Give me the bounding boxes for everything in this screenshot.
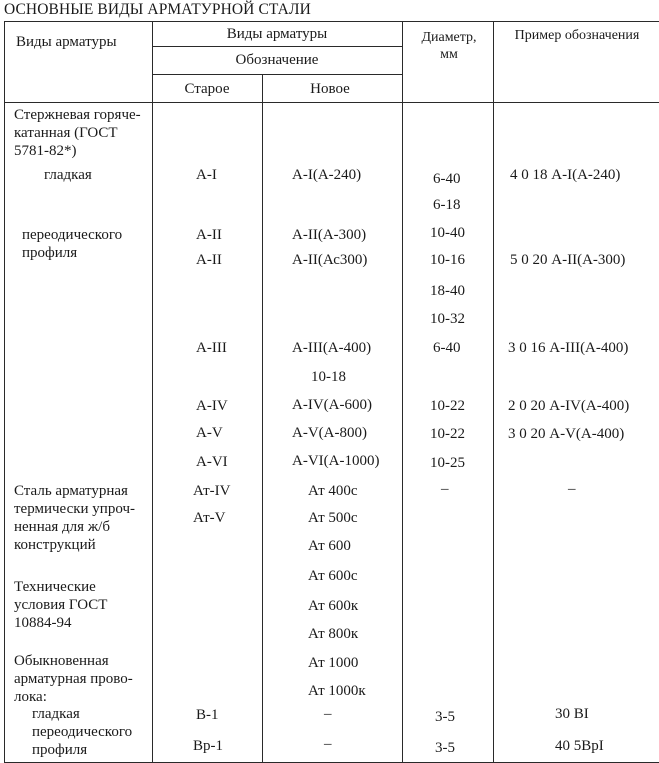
new-a3: А-III(А-400) xyxy=(292,340,372,356)
header-diameter: Диаметр, мм xyxy=(421,30,477,62)
example-a4: 2 0 20 А-IV(А-400) xyxy=(508,398,630,414)
new-dash-bp1: – xyxy=(324,736,332,752)
type-smooth: гладкая xyxy=(44,167,92,183)
page-title: ОСНОВНЫЕ ВИДЫ АРМАТУРНОЙ СТАЛИ xyxy=(4,1,311,18)
diameter-a4: 10-22 xyxy=(430,398,465,414)
example-a5: 3 0 20 А-V(А-400) xyxy=(508,426,625,442)
new-dash-b1: – xyxy=(324,706,332,722)
type-wire-periodic: переодического профиля xyxy=(32,724,133,758)
diameter-a2: 10-40 xyxy=(430,225,465,241)
example-a2: 5 0 20 А-II(А-300) xyxy=(510,252,626,268)
diameter-a3: 6-40 xyxy=(433,340,461,356)
type-hot-rolled-bar: Стержневая горяче- катанная (ГОСТ 5781-82*) xyxy=(14,107,141,159)
header-designation: Обозначение xyxy=(235,52,319,68)
old-a2: А-II xyxy=(196,227,222,243)
col-divider-3 xyxy=(402,21,403,763)
old-a6: А-VI xyxy=(196,454,228,470)
old-at5: Ат-V xyxy=(193,510,226,526)
header-bottom-border xyxy=(4,102,659,103)
new-at800k: Ат 800к xyxy=(308,626,359,642)
new-a5: А-V(А-800) xyxy=(292,425,367,441)
old-a1: А-I xyxy=(196,167,217,183)
header-old: Старое xyxy=(184,81,230,97)
type-heat-treated-steel: Сталь арматурная термически упроч- ненная для ж/б конструкций xyxy=(14,483,135,553)
new-a2-ac: А-II(Ас300) xyxy=(292,252,368,268)
example-bp1: 40 5ВрI xyxy=(555,738,604,754)
new-a6: А-VI(А-1000) xyxy=(292,453,380,469)
new-a2: А-II(А-300) xyxy=(292,227,367,243)
header-group-types: Виды арматуры xyxy=(226,26,328,42)
new-at1000: Ат 1000 xyxy=(308,655,359,671)
new-a4: А-IV(А-600) xyxy=(292,397,372,413)
header-new: Новое xyxy=(310,81,350,97)
diameter-bp1: 3-5 xyxy=(435,740,455,756)
table-top-border xyxy=(4,21,659,22)
old-a2-b: А-II xyxy=(196,252,222,268)
example-a1: 4 0 18 А-I(А-240) xyxy=(510,167,621,183)
group-header-divider xyxy=(152,46,402,47)
old-bp1: Вр-1 xyxy=(193,738,223,754)
old-a3: А-III xyxy=(196,340,227,356)
new-at600: Ат 600 xyxy=(308,538,351,554)
col-divider-4 xyxy=(493,21,494,763)
new-10-18: 10-18 xyxy=(311,369,346,385)
designation-divider xyxy=(152,74,402,75)
diameter-a6: 10-25 xyxy=(430,455,465,471)
type-ordinary-wire: Обыкновенная арматурная прово- лока: xyxy=(14,653,133,705)
new-a1: А-I(А-240) xyxy=(292,167,362,183)
diameter-a2-b: 10-16 xyxy=(430,252,465,268)
old-a4: А-IV xyxy=(196,398,228,414)
type-periodic-profile: переодического профиля xyxy=(22,227,123,261)
type-tech-conditions: Технические условия ГОСТ 10884-94 xyxy=(14,579,108,631)
old-b1: В-1 xyxy=(196,707,219,723)
new-at600k: Ат 600к xyxy=(308,598,359,614)
old-a5: А-V xyxy=(196,425,223,441)
diameter-a1: 6-40 6-18 xyxy=(433,171,461,213)
header-col-types: Виды арматуры xyxy=(16,34,117,50)
col-divider-old-new xyxy=(262,74,263,763)
diameter-10-32: 10-32 xyxy=(430,311,465,327)
diameter-b1: 3-5 xyxy=(435,709,455,725)
example-dash: – xyxy=(568,481,576,497)
type-wire-smooth: гладкая xyxy=(32,706,80,722)
col-divider-1 xyxy=(152,21,153,763)
old-at4: Ат-IV xyxy=(193,483,231,499)
new-at500c: Ат 500с xyxy=(308,510,358,526)
header-example: Пример обозначения xyxy=(514,28,640,43)
diameter-18-40: 18-40 xyxy=(430,283,465,299)
diameter-dash: – xyxy=(441,481,449,497)
example-a3: 3 0 16 А-III(А-400) xyxy=(508,340,629,356)
table-left-border xyxy=(4,21,5,763)
diameter-a5: 10-22 xyxy=(430,426,465,442)
new-at400c: Ат 400с xyxy=(308,483,358,499)
example-b1: 30 ВI xyxy=(555,706,589,722)
new-at1000k: Ат 1000к xyxy=(308,683,366,699)
new-at600c: Ат 600с xyxy=(308,568,358,584)
